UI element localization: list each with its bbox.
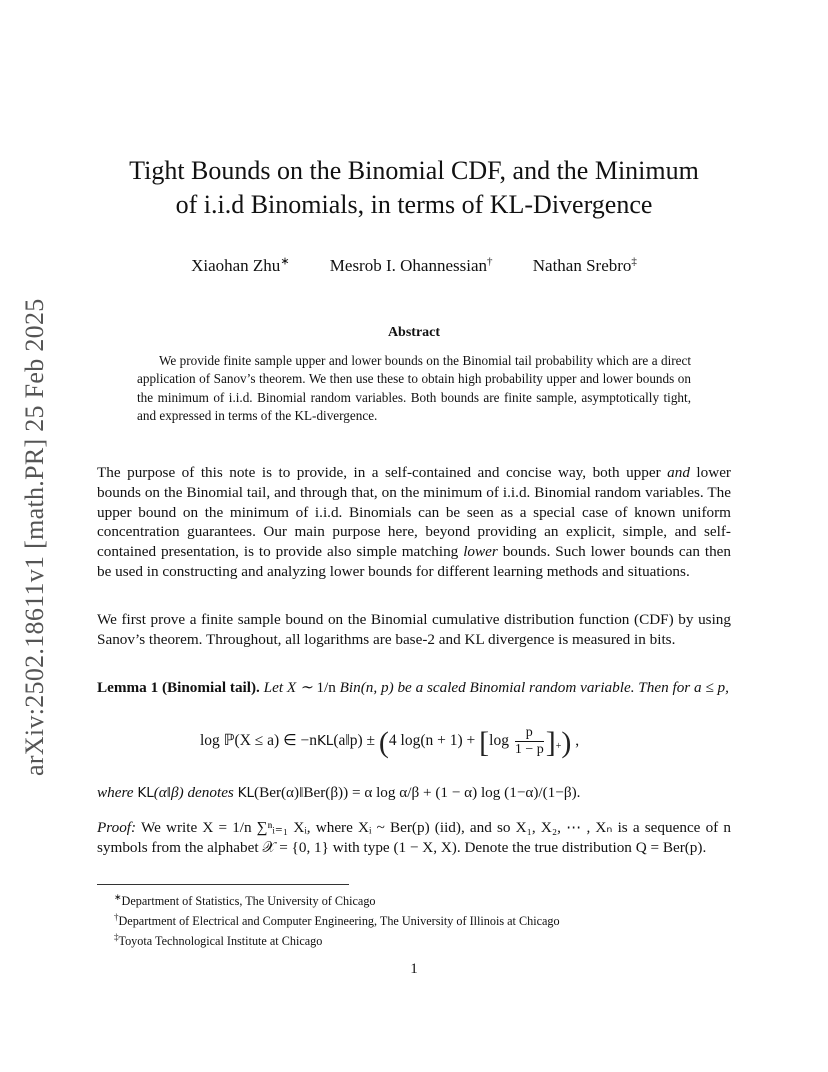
footnote-divider xyxy=(97,884,349,885)
intro-paragraph: The purpose of this note is to provide, in a self-contained and concise way, both upper and lower bounds on the Binomial tail, and through that, on the minimum of i.i.d. Binomial random variables. The upper bound on the minimum of i.i.d. Binomials can be seen as a special case of known uniform concentration guarantees. Our main purpose here, beyond providing an explicit, simple, and self-contained presentation, is to provide also simple matching lower bounds. Such lower bounds can then be used in constructing and analyzing lower bounds for different learning methods and situations. xyxy=(97,464,732,580)
proof-paragraph: Proof: We write X = 1/n ∑ⁿᵢ₌₁ Xᵢ, where Xᵢ ~ Ber(p) (iid), and so X₁, X₂, ⋯ , Xₙ is a sequence of n symbols from the alphabet 𝒳 = {0, 1} with type (1 − X, X). Denote the true distribution Q = Ber(p). xyxy=(97,819,731,856)
title-line-2: of i.i.d Binomials, in terms of KL-Divergence xyxy=(175,190,653,219)
kl-definition: where KL(α‖β) denotes KL(Ber(α)‖Ber(β)) = α log α/β + (1 − α) log (1−α)/(1−β). xyxy=(97,784,581,801)
arxiv-identifier: arXiv:2502.18611v1 [math.PR] 25 Feb 2025 xyxy=(20,298,49,776)
lemma-label: Lemma 1 (Binomial tail). xyxy=(97,679,260,696)
author: Nathan Srebro‡ xyxy=(532,255,637,275)
page-number: 1 xyxy=(410,961,418,977)
lemma-equation: log ℙ(X ≤ a) ∈ −nKL(a‖p) ± (4 log(n + 1) + [log $\frac{p}{1 - p}$ ]$_+$) , xyxy=(200,725,580,760)
author: Xiaohan Zhu∗ xyxy=(191,255,290,275)
abstract-heading: Abstract xyxy=(387,325,441,340)
author: Mesrob I. Ohannessian† xyxy=(329,255,493,275)
proof-label: Proof: xyxy=(97,819,137,836)
footnotes xyxy=(114,889,734,949)
title-line-1: Tight Bounds on the Binomial CDF, and the Minimum xyxy=(129,156,699,185)
lemma-statement: Lemma 1 (Binomial tail). Let X ∼ 1/n Bin(n, p) be a scaled Binomial random variable. Then for a ≤ p, xyxy=(97,679,729,696)
author-list xyxy=(80,254,748,276)
second-paragraph: We first prove a finite sample bound on the Binomial cumulative distribution function (CDF) by using Sanov’s theorem. Throughout, all logarithms are base-2 and KL divergence is measured in bits. xyxy=(97,611,731,648)
paper-title xyxy=(80,154,748,222)
footnote: †Department of Electrical and Computer Engineering, The University of Illinois at Chicago xyxy=(114,912,560,929)
footnote: ‡Toyota Technological Institute at Chicago xyxy=(114,932,323,949)
footnote: ∗Department of Statistics, The University of Chicago xyxy=(114,892,376,909)
abstract-text: We provide finite sample upper and lower bounds on the Binomial tail probability which are a direct application of Sanov’s theorem. We then use these to obtain high probability upper and lower bounds on the minimum of i.i.d. Binomial random variables. Both bounds are finite sample, asymptotically tight, and expressed in terms of the KL-divergence. xyxy=(137,353,691,424)
